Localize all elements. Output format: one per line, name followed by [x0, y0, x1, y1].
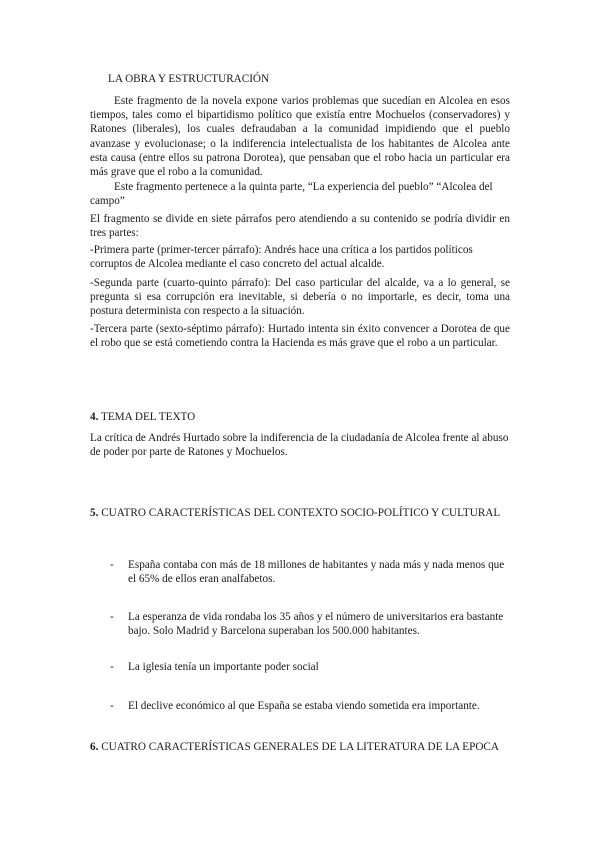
- bullet-text: La esperanza de vida rondaba los 35 años y el número de universitarios era bastante bajo. Solo Madrid y Barcelona superaban los 500.000 habitantes.: [128, 611, 504, 638]
- obra-part-3: -Tercera parte (sexto-séptimo párrafo): Hurtado intenta sin éxito convencer a Dorotea de que el robo que se está cometiendo contra la Hacienda es más grave que el robo a un particular.: [90, 323, 510, 350]
- bullet-text: La iglesia tenía un importante poder social: [128, 661, 319, 673]
- section-literatura-number: 6.: [90, 741, 99, 753]
- contexto-bullet-4: [110, 699, 510, 713]
- section-contexto-heading: [90, 506, 502, 520]
- bullet-dash: -: [110, 700, 114, 712]
- section-tema-number: 4.: [90, 411, 99, 423]
- section-contexto-number: 5.: [90, 507, 99, 519]
- section-literatura-title: CUATRO CARACTERÍSTICAS GENERALES DE LA LITERATURA DE LA EPOCA: [98, 741, 499, 753]
- bullet-text: El declive económico al que España se estaba viendo sometida era importante.: [128, 700, 480, 712]
- section-literatura-heading: [90, 740, 522, 754]
- section-tema-title: TEMA DEL TEXTO: [98, 411, 196, 423]
- obra-part-2: -Segunda parte (cuarto-quinto párrafo): Del caso particular del alcalde, va a lo general, se pregunta si esa corrupción era inevitable, si debería o no importarle, es decir, toma una postura determinista con respecto a la situación.: [90, 277, 510, 318]
- obra-part-1: -Primera parte (primer-tercer párrafo): Andrés hace una crítica a los partidos políticos corruptos de Alcolea mediante el caso concreto del actual alcalde.: [90, 244, 473, 271]
- obra-paragraph-3: El fragmento se divide en siete párrafos pero atendiendo a su contenido se podría dividir en tres partes:: [90, 213, 510, 240]
- bullet-dash: -: [110, 661, 114, 673]
- section-contexto-title: CUATRO CARACTERÍSTICAS DEL CONTEXTO SOCIO-POLÍTICO Y CULTURAL: [98, 507, 501, 519]
- obra-paragraph-1: Este fragmento de la novela expone varios problemas que sucedían en Alcolea en esos tiempos, tales como el bipartidismo político que existía entre Mochuelos (conservadores) y Ratones (liberales), los cuales defraudaban a la comunidad impidiendo que el pueblo avanzase y evolucionase; o la indiferencia intelectualista de los habitantes de Alcolea ante esta causa (entre ellos su patrona Dorotea), que pensaban que el robo hacia un particular era más grave que el robo a la comunidad.: [90, 95, 510, 179]
- tema-body: La crítica de Andrés Hurtado sobre la indiferencia de la ciudadanía de Alcolea frente al abuso de poder por parte de Ratones y Mochuelos.: [90, 432, 509, 459]
- contexto-bullet-2: [110, 610, 510, 638]
- bullet-dash: -: [110, 559, 114, 571]
- contexto-bullet-1: [110, 558, 510, 586]
- section-tema-heading: [90, 410, 195, 424]
- obra-paragraph-2: Este fragmento pertenece a la quinta parte, “La experiencia del pueblo” “Alcolea del campo”: [90, 181, 493, 208]
- contexto-bullet-3: [110, 660, 510, 674]
- bullet-text: España contaba con más de 18 millones de habitantes y nada más y nada menos que el 65% de ellos eran analfabetos.: [128, 559, 505, 586]
- section-obra-title: LA OBRA Y ESTRUCTURACIÓN: [108, 73, 270, 85]
- bullet-dash: -: [110, 611, 114, 623]
